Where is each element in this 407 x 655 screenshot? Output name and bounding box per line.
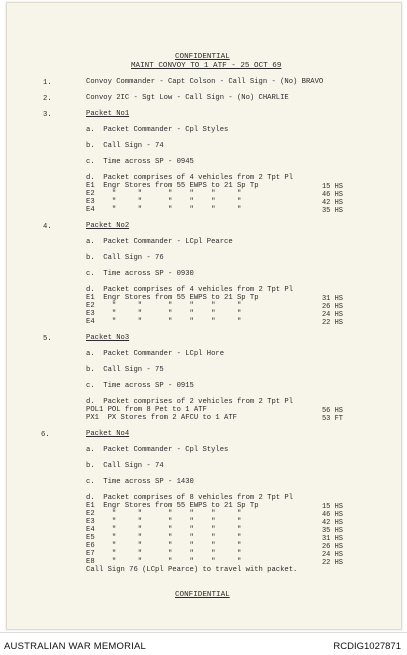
packet-4-row: E8 " " " " " "	[86, 558, 242, 566]
packet-4-row-value: 26 HS	[321, 543, 343, 551]
packet-4-row-value: 15 HS	[321, 503, 343, 511]
archive-id: RCDIG1027871	[333, 641, 401, 652]
packet-4-row: E5 " " " " " "	[86, 534, 242, 542]
packet-2-row-value: 24 HS	[321, 311, 343, 319]
packet-1-row-value: 15 HS	[321, 183, 343, 191]
packet-4-call-sign: b. Call Sign - 74	[86, 462, 164, 470]
packet-4-row: E7 " " " " " "	[86, 550, 242, 558]
packet-3-call-sign: b. Call Sign - 75	[86, 366, 164, 374]
packet-4-row: E4 " " " " " "	[86, 526, 242, 534]
packet-4-row-value: 42 HS	[321, 519, 343, 527]
confidential-header: CONFIDENTIAL	[175, 53, 230, 61]
packet-1-time: c. Time across SP - 0945	[86, 158, 194, 166]
packet-1-row: E2 " " " " " "	[86, 190, 242, 198]
packet-1-title: Packet No1	[86, 110, 130, 118]
packet-4-row-value: 35 HS	[321, 527, 343, 535]
packet-1-row: E3 " " " " " "	[86, 198, 242, 206]
convoy-commander-line: Convoy Commander - Capt Colson - Call Sign - (No) BRAVO	[86, 78, 324, 86]
packet-4-time: c. Time across SP - 1430	[86, 478, 194, 486]
item-number: 1.	[43, 79, 52, 87]
packet-1-row-value: 42 HS	[321, 199, 343, 207]
packet-1-row-value: 35 HS	[321, 207, 343, 215]
packet-4-commander: a. Packet Commander - Cpl Styles	[86, 446, 229, 454]
packet-3-title: Packet No3	[86, 334, 130, 342]
archive-name: AUSTRALIAN WAR MEMORIAL	[4, 641, 147, 652]
packet-2-row-value: 22 HS	[321, 319, 343, 327]
packet-1-call-sign: b. Call Sign - 74	[86, 142, 164, 150]
packet-4-row-value: 24 HS	[321, 551, 343, 559]
packet-3-row: PX1 PX Stores from 2 AFCU to 1 ATF	[86, 414, 237, 422]
packet-2-comprises: d. Packet comprises of 4 vehicles from 2 Tpt Pl	[86, 286, 294, 294]
packet-4-row: E3 " " " " " "	[86, 518, 242, 526]
packet-4-title: Packet No4	[86, 430, 130, 438]
packet-2-row: E1 Engr Stores from 55 EWPS to 21 Sp Tp	[86, 294, 259, 302]
item-number: 5.	[43, 335, 52, 343]
confidential-footer: CONFIDENTIAL	[175, 591, 230, 599]
packet-3-row: POL1 POL from 8 Pet to 1 ATF	[86, 406, 207, 414]
packet-4-comprises: d. Packet comprises of 8 vehicles from 2 Tpt Pl	[86, 494, 294, 502]
convoy-2ic-line: Convoy 2IC - Sgt Low - Call Sign - (No) CHARLIE	[86, 94, 289, 102]
packet-3-comprises: d. Packet comprises of 2 vehicles from 2 Tpt Pl	[86, 398, 294, 406]
packet-3-commander: a. Packet Commander - LCpl Hore	[86, 350, 225, 358]
packet-1-row-value: 46 HS	[321, 191, 343, 199]
packet-2-row-value: 31 HS	[321, 295, 343, 303]
packet-4-row-value: 22 HS	[321, 559, 343, 567]
document-title: MAINT CONVOY TO 1 ATF - 25 OCT 69	[131, 62, 282, 70]
packet-3-time: c. Time across SP - 0915	[86, 382, 194, 390]
item-number: 4.	[43, 223, 52, 231]
packet-4-row: E6 " " " " " "	[86, 542, 242, 550]
packet-4-note: Call Sign 76 (LCpl Pearce) to travel with packet.	[86, 566, 298, 574]
item-number: 3.	[43, 111, 52, 119]
packet-2-row-value: 26 HS	[321, 303, 343, 311]
packet-2-row: E4 " " " " " "	[86, 318, 242, 326]
packet-2-row: E3 " " " " " "	[86, 310, 242, 318]
packet-2-row: E2 " " " " " "	[86, 302, 242, 310]
packet-1-row: E4 " " " " " "	[86, 206, 242, 214]
packet-3-row-value: 53 FT	[321, 415, 343, 423]
packet-2-call-sign: b. Call Sign - 76	[86, 254, 164, 262]
packet-2-time: c. Time across SP - 0930	[86, 270, 194, 278]
packet-4-row-value: 46 HS	[321, 511, 343, 519]
packet-1-commander: a. Packet Commander - Cpl Styles	[86, 126, 229, 134]
packet-1-row: E1 Engr Stores from 55 EWPS to 21 Sp Tp	[86, 182, 259, 190]
packet-4-row: E1 Engr Stores from 55 EWPS to 21 Sp Tp	[86, 502, 259, 510]
packet-2-title: Packet No2	[86, 222, 130, 230]
packet-3-row-value: 56 HS	[321, 407, 343, 415]
packet-4-row-value: 31 HS	[321, 535, 343, 543]
packet-2-commander: a. Packet Commander - LCpl Pearce	[86, 238, 233, 246]
packet-1-comprises: d. Packet comprises of 4 vehicles from 2 Tpt Pl	[86, 174, 294, 182]
item-number: 2.	[43, 95, 52, 103]
packet-4-row: E2 " " " " " "	[86, 510, 242, 518]
item-number: 6.	[41, 431, 50, 439]
